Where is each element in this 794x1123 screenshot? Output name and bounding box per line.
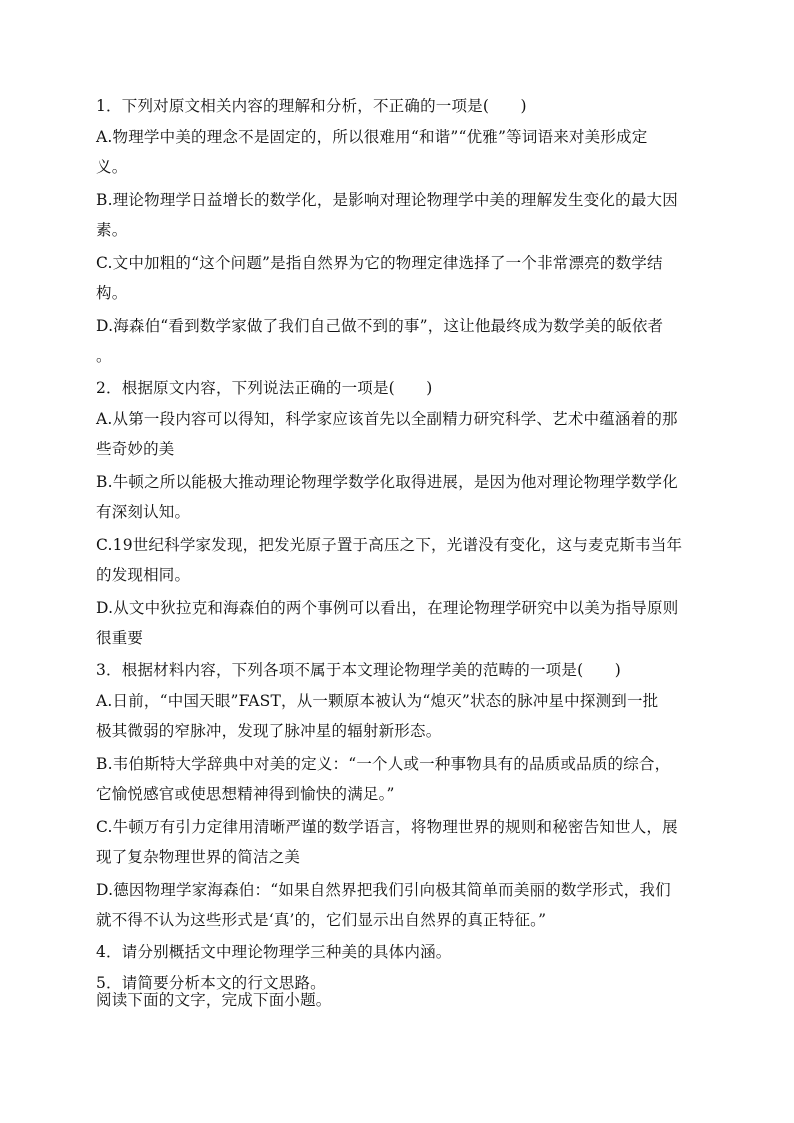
question-3-option-c-line-2: 现了复杂物理世界的简洁之美 [96, 848, 301, 866]
question-2-option-d-line-1: D.从文中狄拉克和海森伯的两个事例可以看出，在理论物理学研究中以美为指导原则 [96, 599, 679, 617]
question-3-option-d-line-1: D.德因物理学家海森伯：“如果自然界把我们引向极其简单而美丽的数学形式，我们 [96, 881, 671, 899]
question-2-option-a-line-2: 些奇妙的美 [96, 440, 175, 458]
question-3-option-b-line-2: 它愉悦感官或使思想精神得到愉快的满足。” [96, 785, 395, 803]
question-4-stem: 4．请分别概括文中理论物理学三种美的具体内涵。 [96, 943, 452, 961]
question-3-option-c-line-1: C.牛顿万有引力定律用清晰严谨的数学语言，将物理世界的规则和秘密告知世人，展 [96, 818, 678, 836]
question-2-stem: 2．根据原文内容，下列说法正确的一项是( ) [96, 379, 433, 397]
question-1-option-a-line-2: 义。 [96, 158, 128, 176]
question-2-option-d-line-2: 很重要 [96, 629, 144, 647]
reading-instruction: 阅读下面的文字，完成下面小题。 [96, 991, 332, 1009]
question-2-option-c-line-2: 的发现相同。 [96, 566, 191, 584]
question-1-option-b-line-1: B.理论物理学日益增长的数学化，是影响对理论物理学中美的理解发生变化的最大因 [96, 191, 678, 209]
question-3-option-d-line-2: 就不得不认为这些形式是‘真’的，它们显示出自然界的真正特征。” [96, 911, 547, 929]
question-2-option-b-line-1: B.牛顿之所以能极大推动理论物理学数学化取得进展，是因为他对理论物理学数学化 [96, 473, 678, 491]
question-5-stem: 5．请简要分析本文的行文思路。 [96, 974, 326, 992]
question-3-option-a-line-2: 极其微弱的窄脉冲，发现了脉冲星的辐射新形态。 [96, 722, 442, 740]
question-3-option-b-line-1: B.韦伯斯特大学辞典中对美的定义：“一个人或一种事物具有的品质或品质的综合， [96, 755, 671, 773]
question-1-option-c-line-1: C.文中加粗的“这个问题”是指自然界为它的物理定律选择了一个非常漂亮的数学结 [96, 254, 663, 272]
question-3-option-a-line-1: A.日前，“中国天眼”FAST，从一颗原本被认为“熄灭”状态的脉冲星中探测到一批 [96, 692, 659, 710]
question-1-option-c-line-2: 构。 [96, 284, 128, 302]
question-1-option-b-line-2: 素。 [96, 221, 128, 239]
question-2-option-a-line-1: A.从第一段内容可以得知，科学家应该首先以全副精力研究科学、艺术中蕴涵着的那 [96, 410, 678, 428]
question-1-option-d-line-1: D.海森伯“看到数学家做了我们自己做不到的事”，这让他最终成为数学美的皈依者 [96, 317, 664, 335]
question-1-option-a-line-1: A.物理学中美的理念不是固定的，所以很难用“和谐”“优雅”等词语来对美形成定 [96, 128, 648, 146]
question-1-stem: 1．下列对原文相关内容的理解和分析，不正确的一项是( ) [96, 97, 527, 115]
question-2-option-c-line-1: C.19世纪科学家发现，把发光原子置于高压之下，光谱没有变化，这与麦克斯韦当年 [96, 536, 683, 554]
question-2-option-b-line-2: 有深刻认知。 [96, 503, 191, 521]
question-3-stem: 3．根据材料内容，下列各项不属于本文理论物理学美的范畴的一项是( ) [96, 661, 621, 679]
question-1-option-d-line-2: 。 [96, 347, 112, 365]
